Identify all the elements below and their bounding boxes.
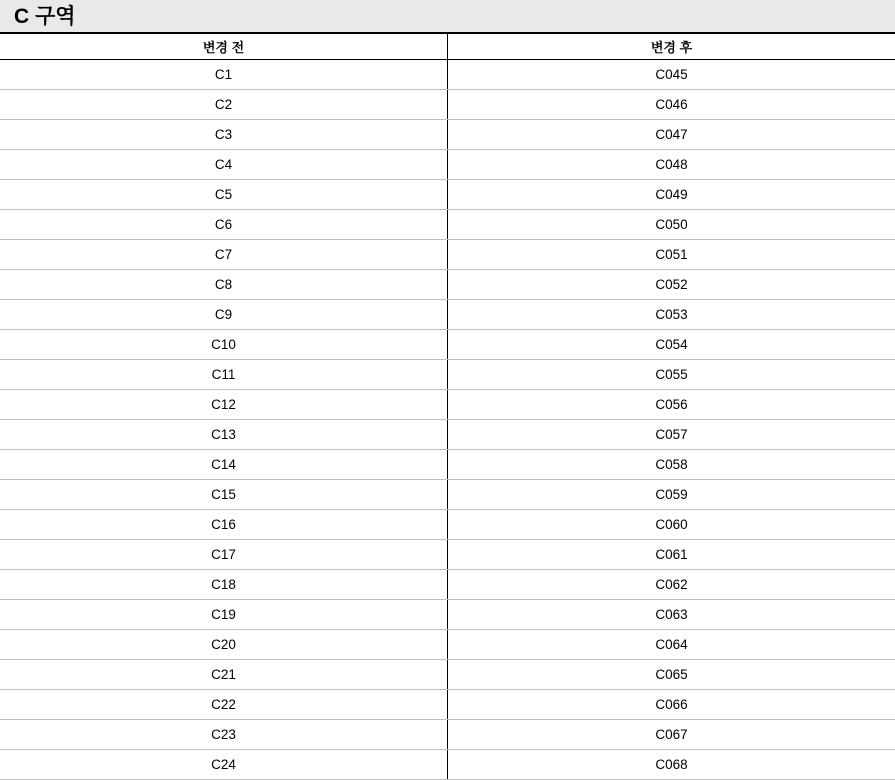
table-row — [0, 360, 895, 390]
table-row — [0, 630, 895, 660]
cell-after: C066 — [448, 690, 895, 720]
table-row — [0, 390, 895, 420]
cell-after: C061 — [448, 540, 895, 570]
cell-before: C15 — [0, 480, 448, 510]
cell-after: C056 — [448, 390, 895, 420]
table-row — [0, 420, 895, 450]
cell-after: C067 — [448, 720, 895, 750]
cell-after: C053 — [448, 300, 895, 330]
cell-before: C14 — [0, 450, 448, 480]
cell-before: C16 — [0, 510, 448, 540]
table-row — [0, 750, 895, 780]
cell-before: C11 — [0, 360, 448, 390]
table-row — [0, 300, 895, 330]
table-row — [0, 690, 895, 720]
cell-before: C17 — [0, 540, 448, 570]
table-row — [0, 330, 895, 360]
cell-before: C18 — [0, 570, 448, 600]
cell-before: C2 — [0, 90, 448, 120]
cell-before: C1 — [0, 60, 448, 90]
table-header — [0, 34, 895, 60]
cell-before: C6 — [0, 210, 448, 240]
cell-after: C050 — [448, 210, 895, 240]
table-row — [0, 600, 895, 630]
cell-after: C062 — [448, 570, 895, 600]
cell-after: C051 — [448, 240, 895, 270]
cell-before: C7 — [0, 240, 448, 270]
cell-after: C057 — [448, 420, 895, 450]
table-row — [0, 240, 895, 270]
table-row — [0, 90, 895, 120]
cell-before: C4 — [0, 150, 448, 180]
cell-before: C23 — [0, 720, 448, 750]
cell-after: C065 — [448, 660, 895, 690]
cell-before: C19 — [0, 600, 448, 630]
table-row — [0, 720, 895, 750]
column-header-after: 변경 후 — [448, 34, 895, 60]
cell-after: C068 — [448, 750, 895, 780]
table-row — [0, 180, 895, 210]
cell-before: C10 — [0, 330, 448, 360]
cell-before: C9 — [0, 300, 448, 330]
table-row — [0, 60, 895, 90]
cell-after: C052 — [448, 270, 895, 300]
section-title: C 구역 — [0, 0, 895, 34]
cell-after: C046 — [448, 90, 895, 120]
cell-after: C047 — [448, 120, 895, 150]
cell-after: C059 — [448, 480, 895, 510]
cell-before: C5 — [0, 180, 448, 210]
table-header-row — [0, 34, 895, 60]
table-row — [0, 210, 895, 240]
cell-before: C22 — [0, 690, 448, 720]
cell-before: C21 — [0, 660, 448, 690]
table-row — [0, 120, 895, 150]
cell-after: C058 — [448, 450, 895, 480]
cell-after: C064 — [448, 630, 895, 660]
column-header-before: 변경 전 — [0, 34, 448, 60]
table-row — [0, 270, 895, 300]
cell-after: C055 — [448, 360, 895, 390]
cell-after: C045 — [448, 60, 895, 90]
cell-before: C24 — [0, 750, 448, 780]
cell-after: C063 — [448, 600, 895, 630]
table-row — [0, 570, 895, 600]
cell-before: C20 — [0, 630, 448, 660]
cell-after: C054 — [448, 330, 895, 360]
conversion-table — [0, 34, 895, 780]
table-row — [0, 450, 895, 480]
cell-before: C12 — [0, 390, 448, 420]
table-row — [0, 150, 895, 180]
cell-before: C13 — [0, 420, 448, 450]
table-row — [0, 480, 895, 510]
cell-before: C3 — [0, 120, 448, 150]
table-body — [0, 60, 895, 780]
cell-before: C8 — [0, 270, 448, 300]
table-row — [0, 660, 895, 690]
cell-after: C060 — [448, 510, 895, 540]
table-row — [0, 510, 895, 540]
cell-after: C048 — [448, 150, 895, 180]
table-row — [0, 540, 895, 570]
cell-after: C049 — [448, 180, 895, 210]
